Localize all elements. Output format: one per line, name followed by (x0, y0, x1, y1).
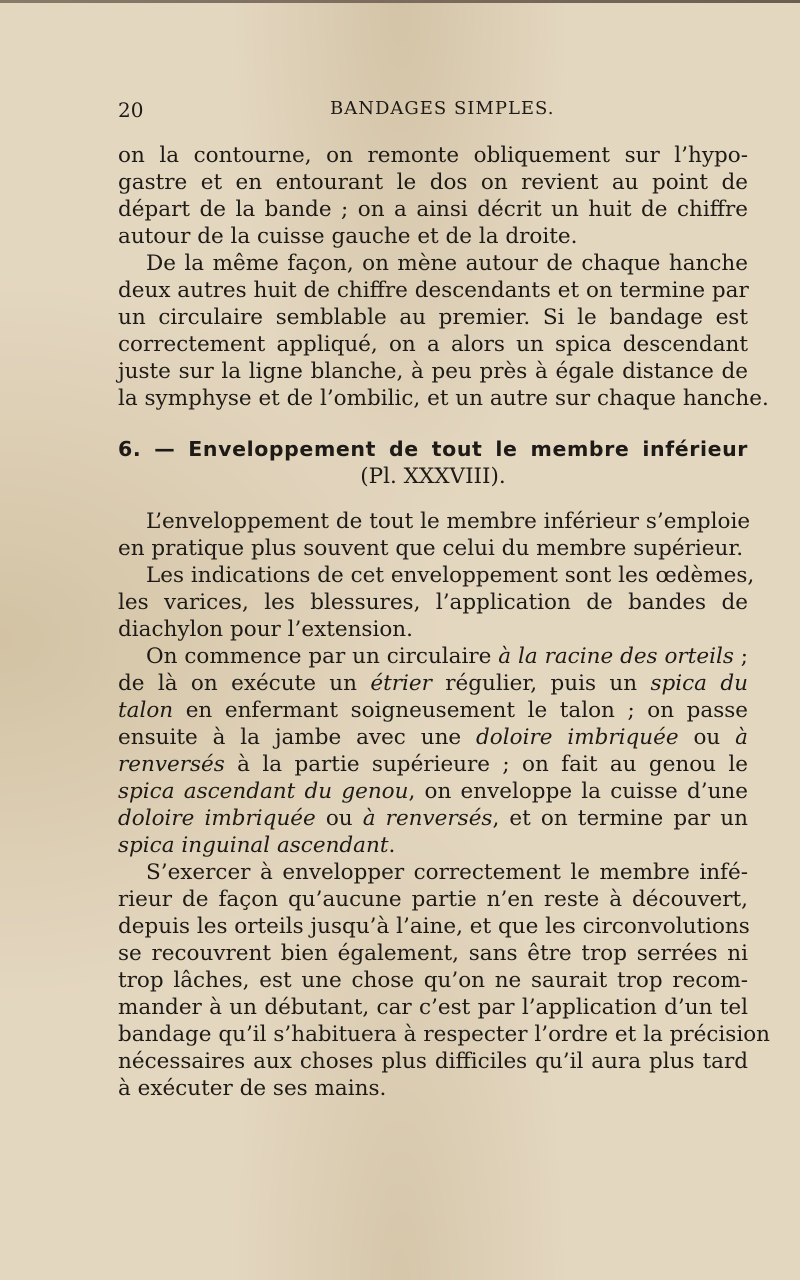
text-line: correctement appliqué, on a alors un spica descendant (118, 332, 748, 357)
section-title: 6. — Enveloppement de tout le membre inférieur (118, 437, 748, 461)
text-line: deux autres huit de chiffre descendants et on termine par (118, 278, 749, 303)
text-line: on la contourne, on remonte obliquement sur l’hypo- (118, 143, 748, 168)
text-line: spica ascendant du genou, on enveloppe la cuisse d’une (118, 779, 748, 804)
page-header (118, 98, 748, 128)
text-line: la symphyse et de l’ombilic, et un autre sur chaque hanche. (118, 386, 769, 411)
section-heading (118, 436, 748, 490)
text-line: talon en enfermant soigneusement le talon ; on passe (118, 698, 748, 723)
text-line: rieur de façon qu’aucune partie n’en reste à découvert, (118, 887, 748, 912)
paragraph-3 (118, 508, 751, 562)
text-line: autour de la cuisse gauche et de la droite. (118, 224, 578, 249)
text-line: nécessaires aux choses plus difficiles qu’il aura plus tard (118, 1049, 748, 1074)
text-line: doloire imbriquée ou à renversés, et on termine par un (118, 806, 748, 831)
text-line: De la même façon, on mène autour de chaque hanche (146, 251, 748, 276)
text-line: ensuite à la jambe avec une doloire imbriquée ou à (118, 725, 748, 750)
page-top-edge (0, 0, 800, 3)
text-line: trop lâches, est une chose qu’on ne saurait trop recom- (118, 968, 748, 993)
text-line: spica inguinal ascendant. (118, 833, 396, 858)
text-line: On commence par un circulaire à la racine des orteils ; (146, 644, 749, 669)
text-line: Les indications de cet enveloppement sont les œdèmes, (146, 563, 755, 588)
text-line: juste sur la ligne blanche, à peu près à égale distance de (118, 359, 748, 384)
text-line: S’exercer à envelopper correctement le membre infé- (146, 860, 748, 885)
plate-reference: (Pl. XXXVIII). (360, 464, 506, 489)
page-number: 20 (118, 98, 144, 122)
paragraph-4 (118, 562, 755, 643)
text-line: les varices, les blessures, l’application de bandes de (118, 590, 748, 615)
text-line: un circulaire semblable au premier. Si le bandage est (118, 305, 748, 330)
text-line: départ de la bande ; on a ainsi décrit un huit de chiffre (118, 197, 748, 222)
text-line: se recouvrent bien également, sans être trop serrées ni (118, 941, 748, 966)
paragraph-2 (118, 250, 769, 412)
text-line: de là on exécute un étrier régulier, puis un spica du (118, 671, 748, 696)
text-line: mander à un débutant, car c’est par l’application d’un tel (118, 995, 748, 1020)
paragraph-5 (118, 643, 748, 859)
text-line: gastre et en entourant le dos on revient au point de (118, 170, 748, 195)
paragraph-1 (118, 142, 748, 250)
text-line: bandage qu’il s’habituera à respecter l’ordre et la précision (118, 1022, 771, 1047)
text-line: en pratique plus souvent que celui du membre supérieur. (118, 536, 744, 561)
text-line: depuis les orteils jusqu’à l’aine, et que les circonvolutions (118, 914, 750, 939)
text-line: L’enveloppement de tout le membre inférieur s’emploie (146, 509, 751, 534)
text-line: diachylon pour l’extension. (118, 617, 413, 642)
text-line: renversés à la partie supérieure ; on fait au genou le (118, 752, 748, 777)
body-text (118, 142, 771, 1102)
text-line: à exécuter de ses mains. (118, 1076, 387, 1101)
running-title: BANDAGES SIMPLES. (330, 98, 555, 119)
paragraph-6 (118, 859, 771, 1102)
